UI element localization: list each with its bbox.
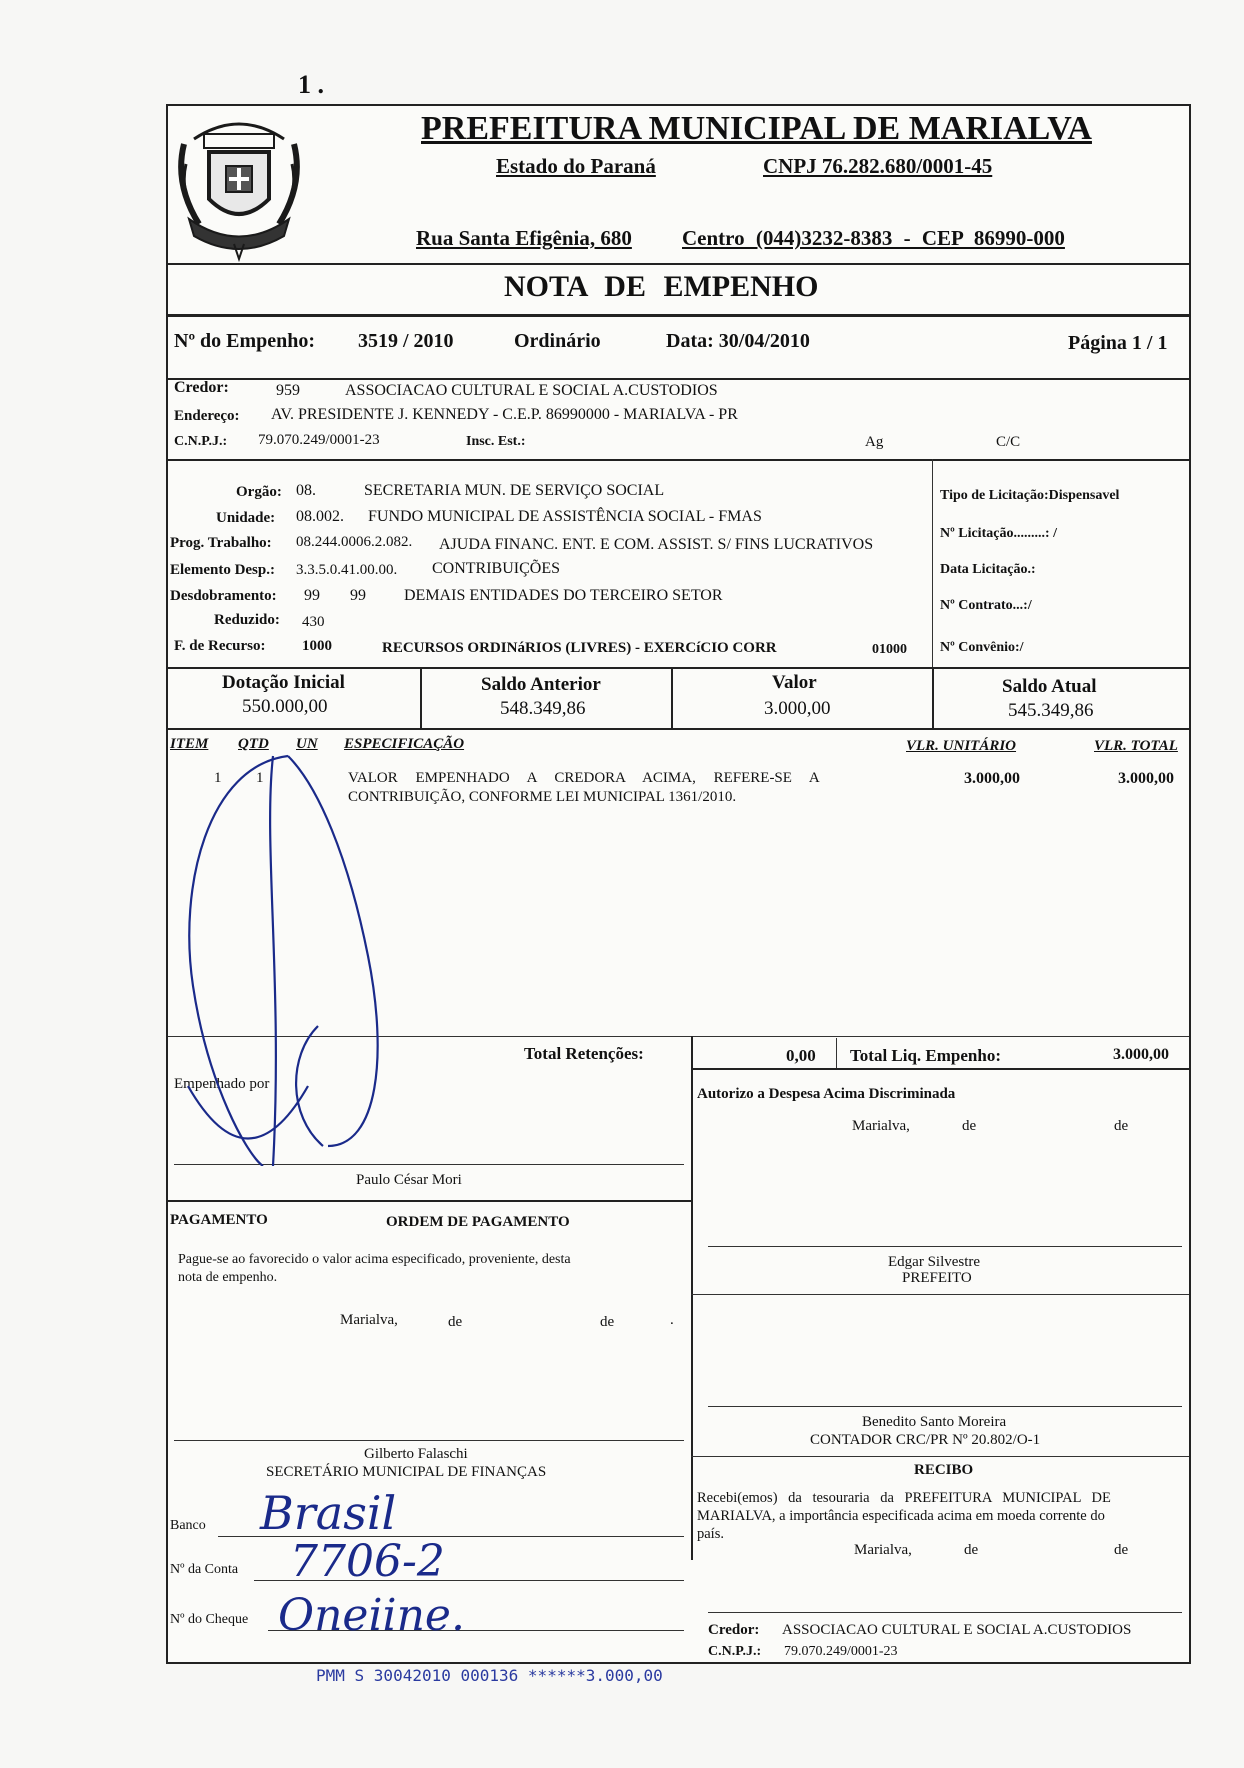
fonte-label: F. de Recurso: — [174, 638, 266, 654]
licitacao-num: Nº Licitação.........: / — [940, 526, 1057, 541]
insc-est-label: Insc. Est.: — [466, 434, 526, 449]
total-retencoes-value: 0,00 — [786, 1046, 816, 1065]
contador-role: CONTADOR CRC/PR Nº 20.802/O-1 — [810, 1432, 1041, 1448]
credor-name: ASSOCIACAO CULTURAL E SOCIAL A.CUSTODIOS — [345, 382, 718, 399]
ordem-pagamento-label: ORDEM DE PAGAMENTO — [386, 1214, 570, 1230]
pagamento-city: Marialva, — [340, 1312, 398, 1328]
empenhado-name: Paulo César Mori — [356, 1172, 462, 1188]
recibo-label: RECIBO — [914, 1462, 974, 1478]
empenho-date: Data: 30/04/2010 — [666, 330, 810, 352]
cheque-handwritten: Oneiine. — [278, 1590, 465, 1641]
header-title: PREFEITURA MUNICIPAL DE MARIALVA — [421, 110, 1092, 147]
prefeito-role: PREFEITO — [902, 1270, 972, 1286]
conta-label: Nº da Conta — [170, 1562, 239, 1577]
empenhado-label: Empenhado por — [174, 1076, 270, 1092]
licitacao-convenio: Nº Convênio:/ — [940, 640, 1024, 655]
recibo-cnpj-label: C.N.P.J.: — [708, 1644, 762, 1659]
recibo-cnpj-value: 79.070.249/0001-23 — [784, 1644, 898, 1659]
licitacao-data: Data Licitação.: — [940, 562, 1036, 577]
endereco-value: AV. PRESIDENTE J. KENNEDY - C.E.P. 86990000 - MARIALVA - PR — [271, 406, 738, 423]
item-qtd: 1 — [256, 770, 264, 786]
empenho-page: Página 1 / 1 — [1068, 332, 1168, 354]
doc-title: NOTA DE EMPENHO — [504, 270, 819, 303]
cheque-label: Nº do Cheque — [170, 1612, 249, 1627]
item-desc-line1: VALOR EMPENHADO A CREDORA ACIMA, REFERE-SE A — [348, 770, 820, 786]
elemento-label: Elemento Desp.: — [170, 562, 275, 578]
credor-code: 959 — [276, 382, 300, 399]
reduzido-value: 430 — [302, 614, 325, 630]
prog-desc: AJUDA FINANC. ENT. E COM. ASSIST. S/ FINS LUCRATIVOS — [439, 536, 874, 553]
item-vlr-total: 3.000,00 — [1118, 770, 1174, 787]
desdobramento-b: 99 — [350, 587, 366, 604]
col-vlr-unitario: VLR. UNITÁRIO — [906, 738, 1017, 754]
signature-scribble — [168, 726, 428, 1166]
orgao-label: Orgão: — [236, 484, 282, 500]
item-number: 1 — [214, 770, 222, 786]
banco-label: Banco — [170, 1518, 206, 1533]
reduzido-label: Reduzido: — [214, 612, 280, 628]
fonte-code: 1000 — [302, 638, 332, 654]
col-item: ITEM — [170, 736, 209, 752]
recibo-credor-label: Credor: — [708, 1622, 760, 1638]
total-liq-label: Total Liq. Empenho: — [850, 1046, 1001, 1065]
autorizo-label: Autorizo a Despesa Acima Discriminada — [697, 1086, 956, 1102]
contador-name: Benedito Santo Moreira — [862, 1414, 1007, 1430]
header-state: Estado do Paraná — [496, 154, 656, 178]
header-street: Rua Santa Efigênia, 680 — [416, 226, 632, 250]
dotacao-value: 550.000,00 — [242, 696, 328, 717]
header-address: Centro (044)3232-8383 - CEP 86990-000 — [682, 226, 1065, 250]
fonte-num: 01000 — [872, 642, 907, 657]
total-liq-value: 3.000,00 — [1113, 1046, 1169, 1063]
credor-label: Credor: — [174, 379, 229, 396]
ag-label: Ag — [865, 434, 884, 450]
orgao-code: 08. — [296, 482, 316, 499]
saldo-anterior-value: 548.349,86 — [500, 698, 586, 719]
secretario-name: Gilberto Falaschi — [364, 1446, 468, 1462]
prefeito-name: Edgar Silvestre — [888, 1254, 981, 1270]
col-un: UN — [296, 736, 318, 752]
unidade-desc: FUNDO MUNICIPAL DE ASSISTÊNCIA SOCIAL - FMAS — [368, 508, 762, 525]
pagamento-dot: . — [670, 1312, 674, 1328]
valor-label: Valor — [772, 672, 817, 693]
recibo-city: Marialva, — [854, 1542, 912, 1558]
desdobramento-a: 99 — [304, 587, 320, 604]
empenho-num-value: 3519 / 2010 — [358, 330, 454, 352]
pagamento-de-2: de — [600, 1314, 615, 1330]
cc-label: C/C — [996, 434, 1021, 450]
recibo-de-1: de — [964, 1542, 979, 1558]
prog-label: Prog. Trabalho: — [170, 535, 272, 551]
coat-of-arms-logo — [164, 104, 314, 264]
unidade-code: 08.002. — [296, 508, 344, 525]
banco-handwritten: Brasil — [260, 1486, 397, 1540]
autorizo-de-2: de — [1114, 1118, 1129, 1134]
unidade-label: Unidade: — [216, 510, 276, 526]
col-qtd: QTD — [238, 736, 269, 752]
nota-de-empenho-form — [166, 104, 1191, 1664]
pagamento-text-2: nota de empenho. — [178, 1270, 278, 1285]
saldo-anterior-label: Saldo Anterior — [481, 674, 601, 695]
recibo-text-1: Recebi(emos) da tesouraria da PREFEITURA MUNICIPAL DE — [697, 1490, 1111, 1506]
header-cnpj: CNPJ 76.282.680/0001-45 — [763, 154, 993, 178]
recibo-text-3: país. — [697, 1526, 724, 1542]
saldo-atual-label: Saldo Atual — [1002, 676, 1097, 697]
recibo-text-2: MARIALVA, a importância especificada acima em moeda corrente do — [697, 1508, 1105, 1524]
saldo-atual-value: 545.349,86 — [1008, 700, 1094, 721]
pagamento-text-1: Pague-se ao favorecido o valor acima especificado, proveniente, desta — [178, 1252, 571, 1267]
recibo-de-2: de — [1114, 1542, 1129, 1558]
endereco-label: Endereço: — [174, 408, 240, 424]
payment-stamp: PMM S 30042010 000136 ******3.000,00 — [316, 1666, 663, 1685]
item-desc-line2: CONTRIBUIÇÃO, CONFORME LEI MUNICIPAL 1361/2010. — [348, 789, 737, 805]
item-vlr-unitario: 3.000,00 — [964, 770, 1020, 787]
fonte-desc: RECURSOS ORDINáRIOS (LIVRES) - EXERCíCIO CORR — [382, 640, 777, 656]
orgao-desc: SECRETARIA MUN. DE SERVIÇO SOCIAL — [364, 482, 665, 499]
autorizo-de-1: de — [962, 1118, 977, 1134]
pagamento-label: PAGAMENTO — [170, 1212, 268, 1228]
cnpj-value: 79.070.249/0001-23 — [258, 432, 380, 448]
autorizo-city: Marialva, — [852, 1118, 910, 1134]
prog-code: 08.244.0006.2.082. — [296, 534, 413, 550]
valor-value: 3.000,00 — [764, 698, 831, 719]
recibo-credor-name: ASSOCIACAO CULTURAL E SOCIAL A.CUSTODIOS — [782, 1622, 1132, 1638]
licitacao-tipo: Tipo de Licitação:Dispensavel — [940, 488, 1120, 503]
top-mark: 1 . — [298, 70, 324, 99]
licitacao-contrato: Nº Contrato...:/ — [940, 598, 1032, 613]
conta-handwritten: 7706-2 — [290, 1536, 445, 1587]
col-especificacao: ESPECIFICAÇÃO — [344, 736, 465, 752]
pagamento-de-1: de — [448, 1314, 463, 1330]
cnpj-label: C.N.P.J.: — [174, 434, 228, 449]
desdobramento-desc: DEMAIS ENTIDADES DO TERCEIRO SETOR — [404, 587, 723, 604]
elemento-code: 3.3.5.0.41.00.00. — [296, 562, 398, 578]
empenho-type: Ordinário — [514, 330, 601, 352]
dotacao-label: Dotação Inicial — [222, 672, 345, 693]
secretario-role: SECRETÁRIO MUNICIPAL DE FINANÇAS — [266, 1464, 547, 1480]
empenho-num-label: Nº do Empenho: — [174, 330, 316, 352]
col-vlr-total: VLR. TOTAL — [1094, 738, 1178, 754]
desdobramento-label: Desdobramento: — [170, 588, 277, 604]
elemento-desc: CONTRIBUIÇÕES — [432, 560, 561, 577]
total-retencoes-label: Total Retenções: — [524, 1044, 644, 1063]
